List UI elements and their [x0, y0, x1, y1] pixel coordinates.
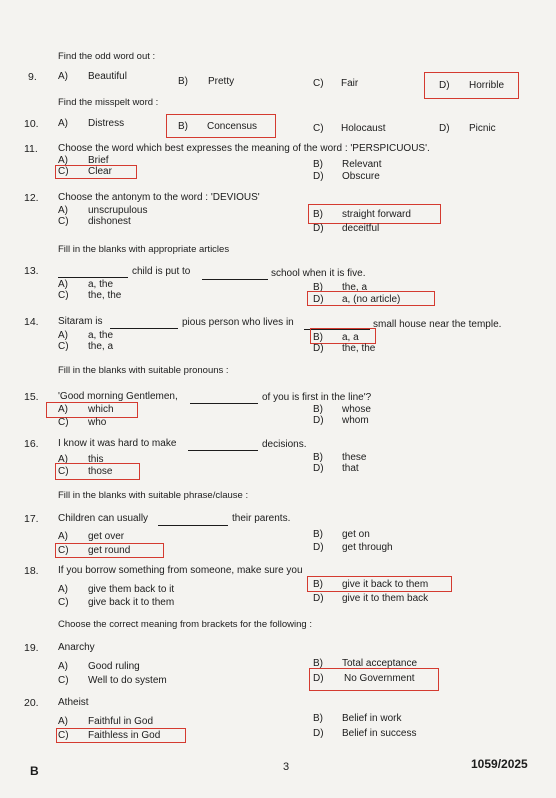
- option-label: A): [58, 118, 68, 129]
- option-label: B): [313, 658, 323, 669]
- option-label: C): [58, 466, 69, 477]
- q15-text-part0: 'Good morning Gentlemen,: [58, 391, 178, 402]
- option-label: C): [313, 123, 324, 134]
- question-number: 9.: [28, 71, 37, 83]
- option-label: C): [313, 78, 324, 89]
- q19-option-b: Total acceptance: [342, 658, 418, 669]
- q9-option-d: Horrible: [469, 80, 505, 91]
- option-label: B): [313, 713, 323, 724]
- option-label: C): [58, 417, 69, 428]
- answer-highlight-box: [308, 204, 441, 224]
- option-label: A): [58, 279, 68, 290]
- q12-question-text: Choose the antonym to the word : 'DEVIOUS': [58, 192, 260, 203]
- option-label: B): [313, 332, 323, 343]
- q15-option-c: who: [88, 417, 107, 428]
- option-label: C): [58, 597, 69, 608]
- answer-highlight-box: [307, 291, 435, 306]
- question-number: 15.: [24, 391, 39, 403]
- q10-option-a: Distress: [88, 118, 125, 129]
- q17-option-d: get through: [342, 542, 393, 553]
- answer-blank: [190, 402, 258, 404]
- option-label: B): [313, 209, 323, 220]
- option-label: C): [58, 216, 69, 227]
- question-number: 12.: [24, 192, 39, 204]
- answer-blank: [58, 276, 128, 278]
- option-label: A): [58, 716, 68, 727]
- q12-option-b: straight forward: [342, 209, 411, 220]
- option-label: C): [58, 730, 69, 741]
- q19-word: Anarchy: [58, 642, 95, 653]
- q15-option-b: whose: [342, 404, 371, 415]
- q14-option-c: the, a: [88, 341, 114, 352]
- q13-text-part2: school when it is five.: [271, 268, 366, 279]
- option-label: B): [313, 579, 323, 590]
- q11-option-b: Relevant: [342, 159, 382, 170]
- option-label: C): [58, 675, 69, 686]
- q13-option-a: a, the: [88, 279, 114, 290]
- option-label: B): [313, 282, 323, 293]
- option-label: D): [313, 294, 324, 305]
- q14-option-a: a, the: [88, 330, 114, 341]
- section-instruction-meaning: Choose the correct meaning from brackets for the following :: [58, 619, 312, 630]
- option-label: A): [58, 155, 68, 166]
- answer-blank: [188, 449, 258, 451]
- q15-option-a: which: [88, 404, 114, 415]
- q9-option-a: Beautiful: [88, 71, 127, 82]
- answer-blank: [110, 327, 178, 329]
- q17-option-b: get on: [342, 529, 370, 540]
- answer-blank: [158, 524, 228, 526]
- option-label: C): [58, 166, 69, 177]
- option-label: D): [313, 171, 324, 182]
- q14-text-part0: Sitaram is: [58, 316, 103, 327]
- question-number: 18.: [24, 565, 39, 577]
- question-number: 17.: [24, 513, 39, 525]
- question-number: 11.: [24, 143, 38, 155]
- q19-option-c: Well to do system: [88, 675, 167, 686]
- answer-highlight-box: [166, 114, 276, 138]
- q20-option-c: Faithless in God: [88, 730, 161, 741]
- q13-option-b: the, a: [342, 282, 368, 293]
- q14-option-d: the, the: [342, 343, 376, 354]
- option-label: B): [313, 404, 323, 415]
- q9-option-c: Fair: [341, 78, 359, 89]
- q20-option-a: Faithful in God: [88, 716, 154, 727]
- q15-option-d: whom: [342, 415, 369, 426]
- option-label: D): [313, 673, 324, 684]
- option-label: C): [58, 290, 69, 301]
- option-label: A): [58, 330, 68, 341]
- option-label: B): [313, 529, 323, 540]
- option-label: C): [58, 341, 69, 352]
- answer-highlight-box: [310, 328, 376, 344]
- q9-option-b: Pretty: [208, 76, 235, 87]
- option-label: D): [313, 223, 324, 234]
- option-label: D): [439, 80, 450, 91]
- q13-option-c: the, the: [88, 290, 122, 301]
- q19-option-d: No Government: [344, 673, 415, 684]
- section-instruction-articles: Fill in the blanks with appropriate articles: [58, 244, 230, 255]
- answer-blank: [202, 278, 268, 280]
- option-label: A): [58, 531, 68, 542]
- q14-option-b: a, a: [342, 332, 359, 343]
- q12-option-a: unscrupulous: [88, 205, 148, 216]
- q18-option-b: give it back to them: [342, 579, 429, 590]
- option-label: A): [58, 205, 68, 216]
- q10-option-d: Picnic: [469, 123, 496, 134]
- q11-option-c: Clear: [88, 166, 112, 177]
- paper-code: 1059/2025: [471, 757, 528, 771]
- q20-option-d: Belief in success: [342, 728, 417, 739]
- option-label: A): [58, 584, 68, 595]
- q17-text-part1: their parents.: [232, 513, 291, 524]
- question-number: 19.: [24, 642, 39, 654]
- q17-option-a: get over: [88, 531, 125, 542]
- answer-highlight-box: [46, 402, 138, 418]
- question-number: 16.: [24, 438, 39, 450]
- question-number: 10.: [24, 118, 39, 130]
- q17-text-part0: Children can usually: [58, 513, 149, 524]
- q14-text-part1: pious person who lives in: [182, 317, 294, 328]
- option-label: A): [58, 71, 68, 82]
- option-label: D): [313, 463, 324, 474]
- q17-option-c: get round: [88, 545, 131, 556]
- q16-option-c: those: [88, 466, 113, 477]
- q15-text-part1: of you is first in the line'?: [262, 392, 372, 403]
- option-label: B): [313, 159, 323, 170]
- q20-option-b: Belief in work: [342, 713, 402, 724]
- question-number: 14.: [24, 316, 39, 328]
- answer-highlight-box: [424, 72, 519, 99]
- q11-question-text: Choose the word which best expresses the meaning of the word : 'PERSPICUOUS'.: [58, 143, 430, 154]
- series-letter: B: [30, 764, 39, 778]
- q11-option-a: Brief: [88, 155, 109, 166]
- q13-option-d: a, (no article): [342, 294, 401, 305]
- q13-text-part1: child is put to: [132, 266, 191, 277]
- q19-option-a: Good ruling: [88, 661, 140, 672]
- option-label: D): [313, 415, 324, 426]
- q10-option-b: Concensus: [207, 121, 258, 132]
- option-label: C): [58, 545, 69, 556]
- q16-text-part1: decisions.: [262, 439, 307, 450]
- answer-highlight-box: [309, 668, 439, 691]
- answer-highlight-box: [55, 543, 164, 558]
- option-label: A): [58, 661, 68, 672]
- answer-highlight-box: [56, 728, 186, 743]
- section-instruction-odd: Find the odd word out :: [58, 51, 156, 62]
- option-label: B): [313, 452, 323, 463]
- q10-option-c: Holocaust: [341, 123, 386, 134]
- q18-option-c: give back it to them: [88, 597, 175, 608]
- option-label: B): [178, 76, 188, 87]
- section-instruction-pronouns: Fill in the blanks with suitable pronouns :: [58, 365, 229, 376]
- q12-option-c: dishonest: [88, 216, 131, 227]
- section-instruction-phrase: Fill in the blanks with suitable phrase/clause :: [58, 490, 249, 501]
- option-label: B): [178, 121, 188, 132]
- page-number: 3: [283, 761, 290, 773]
- question-number: 20.: [24, 697, 39, 709]
- q16-option-d: that: [342, 463, 359, 474]
- q16-option-a: this: [88, 454, 104, 465]
- option-label: D): [313, 728, 324, 739]
- question-number: 13.: [24, 265, 39, 277]
- answer-highlight-box: [55, 165, 137, 179]
- q20-word: Atheist: [58, 697, 89, 708]
- q14-text-part2: small house near the temple.: [373, 319, 502, 330]
- q18-option-a: give them back to it: [88, 584, 175, 595]
- section-instruction-misspelt: Find the misspelt word :: [58, 97, 159, 108]
- q11-option-d: Obscure: [342, 171, 380, 182]
- option-label: D): [313, 593, 324, 604]
- q18-question-text: If you borrow something from someone, make sure you: [58, 565, 303, 576]
- q16-text-part0: I know it was hard to make: [58, 438, 177, 449]
- q16-option-b: these: [342, 452, 367, 463]
- answer-highlight-box: [55, 463, 140, 480]
- option-label: A): [58, 404, 68, 415]
- option-label: A): [58, 454, 68, 465]
- option-label: D): [439, 123, 450, 134]
- answer-highlight-box: [307, 576, 452, 592]
- q18-option-d: give it to them back: [342, 593, 429, 604]
- option-label: D): [313, 542, 324, 553]
- q12-option-d: deceitful: [342, 223, 380, 234]
- option-label: D): [313, 343, 324, 354]
